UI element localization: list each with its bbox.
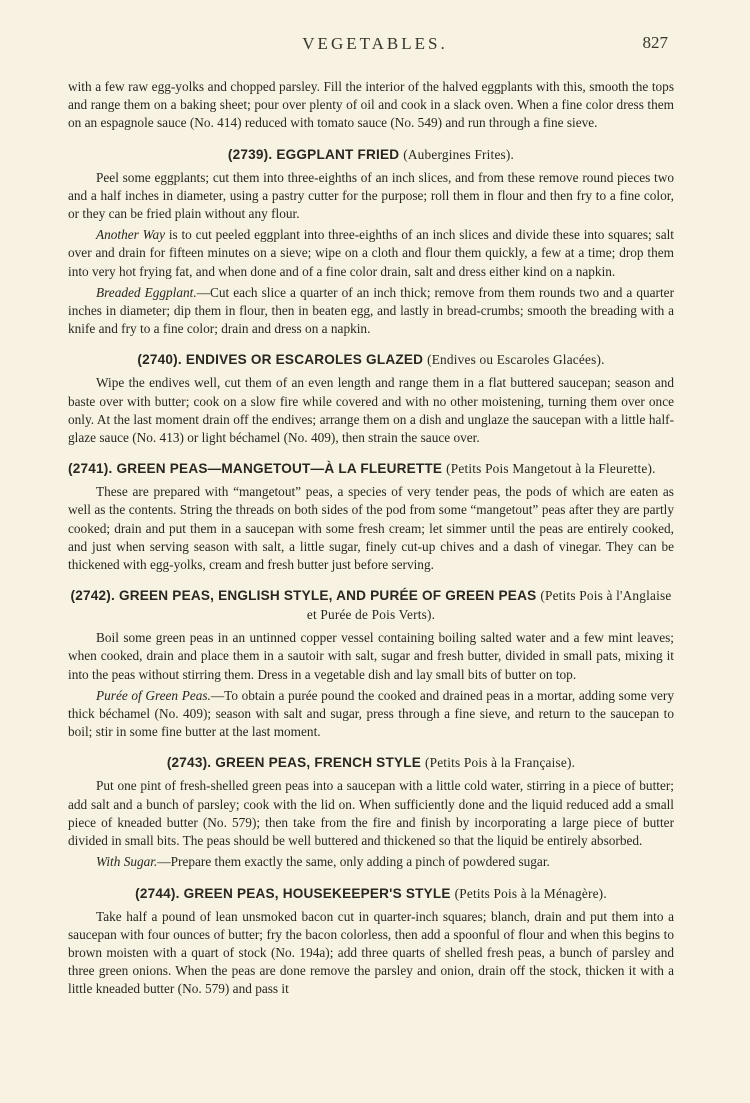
paragraph-text: —Cut each slice a quarter of an inch thick; remove from them rounds two and a quarter inches in diameter; dip them in flour, then in beaten egg, and lastly in bread-crumbs; smooth the breading with a knife and fry to a fine color; drain and dress on a napkin. (68, 284, 674, 337)
paragraph-text: —To obtain a purée pound the cooked and drained peas in a mortar, adding some very thick béchamel (No. 409); season with salt and sugar, press through a fine sieve, and return to the saucepan to boil; stir in some fine butter at the last moment. (68, 687, 674, 740)
section-heading-2740 (68, 350, 674, 369)
recipe-title: GREEN PEAS, HOUSEKEEPER'S STYLE (183, 885, 451, 901)
recipe-number: (2742). (70, 588, 115, 604)
paragraph-text: is to cut peeled eggplant into three-eighths of an inch slices and divide these into squares; salt over and drain for fifteen minutes on a sieve; wipe on a cloth and flour them quickly, a few at a time; drop them into very hot frying fat, and when done and of a fine color drain, salt and dress either kind on a napkin. (68, 227, 674, 279)
paragraph: These are prepared with “mangetout” peas, a species of very tender peas, the pods of which are eaten as well as the contents. String the threads on both sides of the pod from some “mangetout” peas after they are partly cooked; drain and put them in a saucepan with some fresh cream; let simmer until the peas are entirely cooked, and just when serving season with salt, a little sugar, finely cut-up chives and a dash of vinegar. They can be thickened with egg-yolks, cream and fresh butter just before serving. (68, 484, 674, 573)
french-title: (Petits Pois à la Ménagère). (454, 885, 607, 901)
section-heading-2739 (68, 145, 674, 164)
section-heading-2742 (68, 586, 674, 624)
recipe-number: (2740). (137, 352, 182, 368)
recipe-title: GREEN PEAS, FRENCH STYLE (215, 755, 421, 771)
paragraph-text: —Prepare them exactly the same, only adding a pinch of powdered sugar. (157, 854, 550, 870)
continued-paragraph: with a few raw egg-yolks and chopped parsley. Fill the interior of the halved eggplants with this, smooth the tops and range them on a baking sheet; pour over plenty of oil and cook in a slack oven. When a fine color dress them on an espagnole sauce (No. 414) reduced with tomato sauce (No. 549) and run through a fine sieve. (68, 79, 674, 131)
italic-lead: Breaded Eggplant. (96, 284, 197, 300)
section-heading-2741 (68, 459, 674, 478)
italic-lead: Another Way (96, 227, 166, 243)
running-header (0, 34, 750, 58)
paragraph (68, 687, 674, 742)
recipe-title: GREEN PEAS, ENGLISH STYLE, AND PURÉE OF GREEN PEAS (118, 588, 537, 604)
french-title-continued: et Purée de Pois Verts). (306, 607, 436, 623)
italic-lead: With Sugar. (96, 854, 158, 870)
recipe-number: (2744). (135, 885, 180, 901)
paragraph: Wipe the endives well, cut them of an even length and range them in a flat buttered saucepan; season and baste over with butter; cook on a slow fire while covered and with no other moistening, turning them over once only. At the last moment drain off the endives; arrange them on a dish and unglaze the saucepan with a little half-glaze sauce (No. 413) or light béchamel (No. 409), then strain the sauce over. (68, 375, 674, 446)
recipe-title: ENDIVES OR ESCAROLES GLAZED (185, 352, 424, 368)
french-title: (Aubergines Frites). (403, 146, 515, 162)
recipe-title: GREEN PEAS—MANGETOUT—À LA FLEURETTE (116, 461, 443, 477)
paragraph (68, 226, 674, 281)
page-number: 827 (642, 33, 668, 52)
french-title: (Petits Pois à l'Anglaise (540, 588, 672, 604)
running-title: VEGETABLES. (302, 34, 448, 53)
french-title: (Petits Pois à la Française). (424, 755, 576, 771)
section-heading-2744 (68, 884, 674, 903)
recipe-number: (2741). (68, 461, 113, 477)
recipe-title: EGGPLANT FRIED (276, 146, 400, 162)
paragraph: Boil some green peas in an untinned copper vessel containing boiling salted water and a few mint leaves; when cooked, drain and place them in a sautoir with salt, sugar and fresh butter, divided in small pats, mixing it into the peas without stirring them. Dress in a vegetable dish and lay small bits of butter on top. (68, 630, 674, 682)
paragraph: Peel some eggplants; cut them into three-eighths of an inch slices, and from these remove round pieces two and a half inches in diameter, using a pastry cutter for the purpose; roll them in flour and then fry to a fine color, or they can be fried plain without any flour. (68, 169, 674, 222)
paragraph: Take half a pound of lean unsmoked bacon cut in quarter-inch squares; blanch, drain and put them into a saucepan with four ounces of butter; fry the bacon colorless, then add a spoonful of flour and when this begins to brown moisten with a quart of stock (No. 194a); add three quarts of shelled fresh peas, a bunch of parsley and three green onions. When the peas are done remove the parsley and onion, drain off the stock, thicken it with a little kneaded butter (No. 579) and pass it (68, 908, 674, 997)
recipe-number: (2743). (166, 755, 212, 771)
paragraph (68, 853, 674, 871)
recipe-number: (2739). (227, 146, 273, 162)
italic-lead: Purée of Green Peas. (96, 687, 211, 703)
french-title: (Petits Pois Mangetout à la Fleurette). (446, 461, 656, 477)
section-heading-2743 (68, 753, 674, 772)
paragraph (68, 284, 674, 339)
french-title: (Endives ou Escaroles Glacées). (427, 352, 605, 368)
page-body (68, 78, 674, 999)
paragraph: Put one pint of fresh-shelled green peas into a saucepan with a little cold water, stirring in a piece of butter; add salt and a bunch of parsley; cook with the lid on. When sufficiently done and the liquid reduced add a small piece of kneaded butter (No. 579); then take from the fire and finish by incorporating a large piece of butter divided in small bits. The peas should be well buttered and thickened so that the liquid be entirely absorbed. (68, 778, 674, 849)
